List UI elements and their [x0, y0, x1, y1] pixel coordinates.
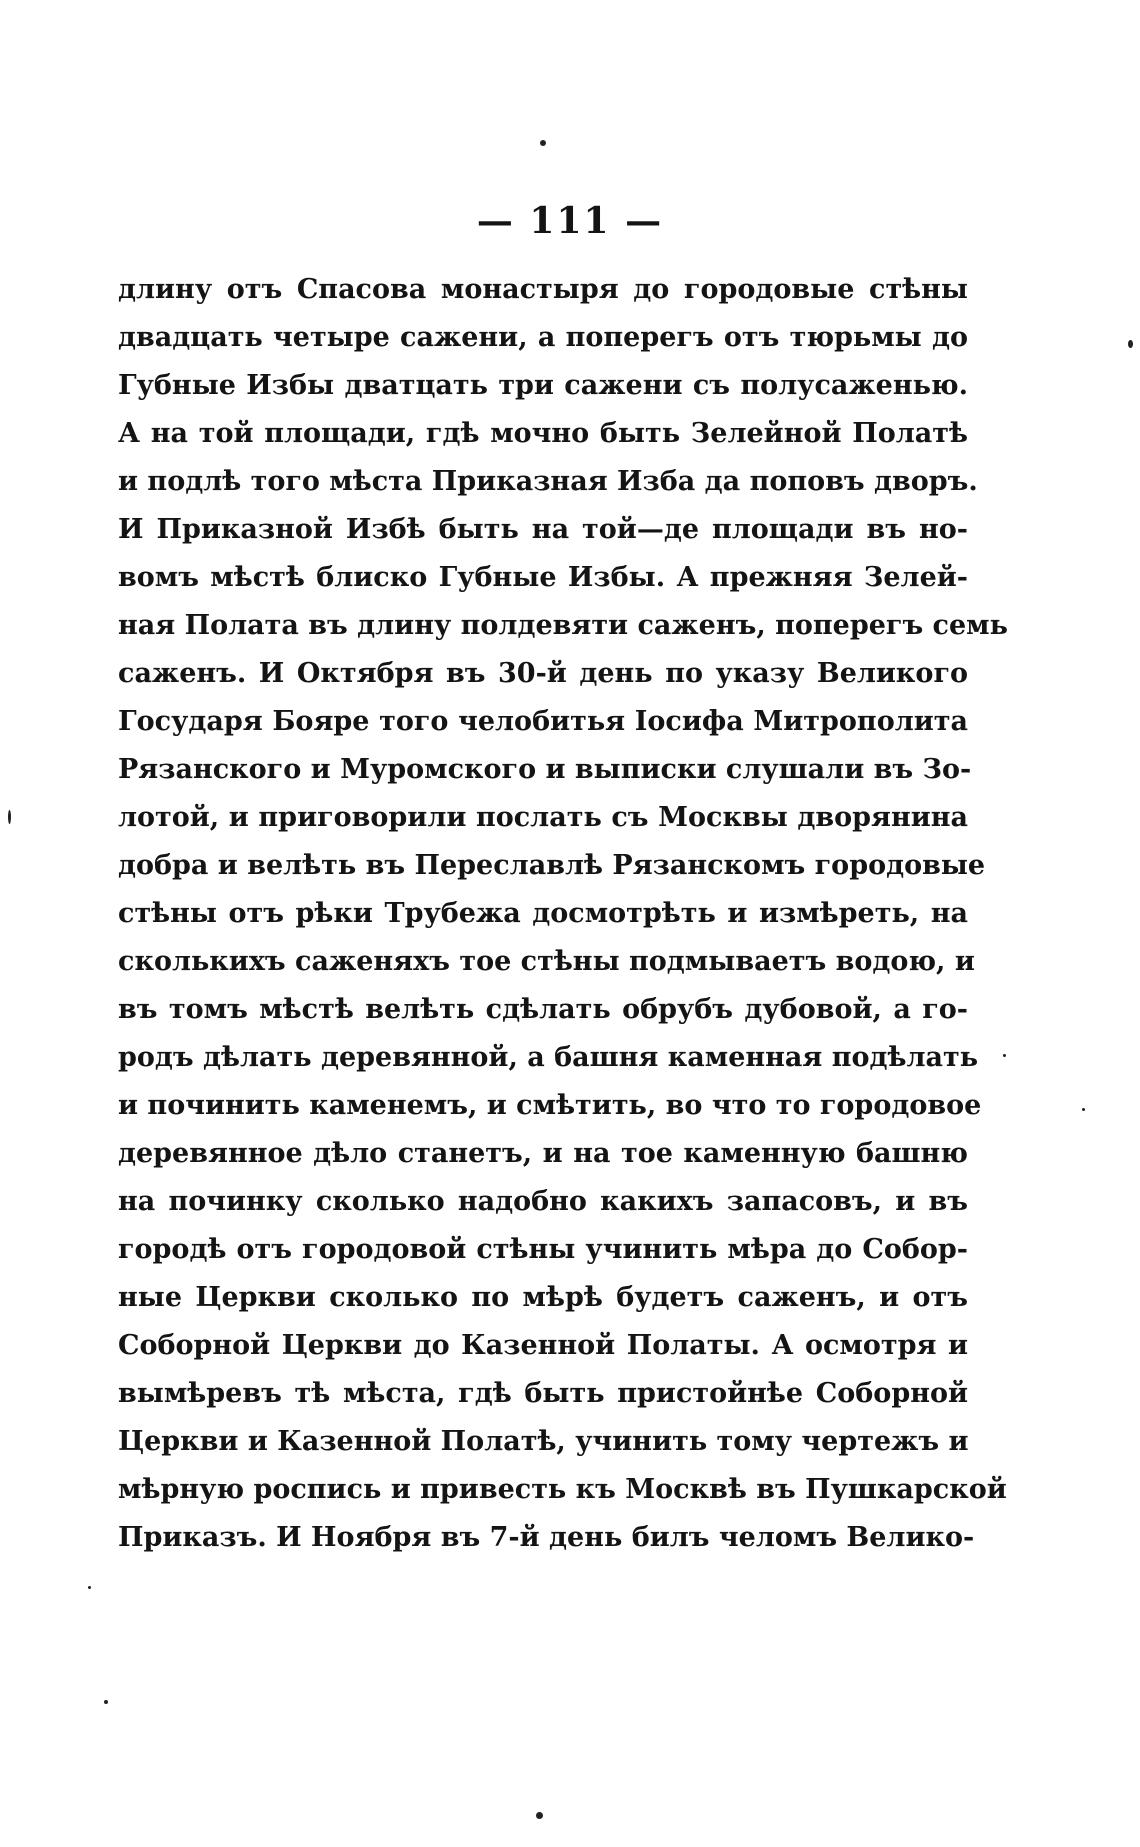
text-line: родъ дѣлать деревянной, а башня каменная подѣлать	[118, 1042, 979, 1073]
scan-speck	[1082, 1108, 1085, 1111]
text-line: длину отъ Спасова монастыря до городовые стѣны	[118, 274, 968, 305]
text-line: стѣны отъ рѣки Трубежа досмотрѣть и измѣреть, на	[118, 898, 968, 929]
text-line: Рязанского и Муромского и выписки слушали въ Зо-	[118, 754, 972, 785]
body-text	[118, 266, 1008, 1562]
scan-speck	[88, 1586, 91, 1589]
text-line: двадцать четыре сажени, а поперегъ отъ тюрьмы до	[118, 322, 968, 353]
scan-speck	[1003, 1054, 1006, 1057]
scan-speck	[104, 1700, 108, 1704]
text-line: Соборной Церкви до Казенной Полаты. А осмотря и	[118, 1330, 968, 1361]
text-line: ная Полата въ длину полдевяти саженъ, поперегъ семь	[118, 610, 1008, 641]
page-number: — 111 —	[476, 200, 664, 242]
text-line: Государя Бояре того челобитья Іосифа Митрополита	[118, 706, 968, 737]
text-line: вомъ мѣстѣ блиско Губные Избы. А прежняя Зелей-	[118, 562, 968, 593]
text-line: И Приказной Избѣ быть на той—де площади въ но-	[118, 514, 968, 545]
text-line: ные Церкви сколько по мѣрѣ будетъ саженъ, и отъ	[118, 1282, 968, 1313]
text-line: городѣ отъ городовой стѣны учинить мѣра до Собор-	[118, 1234, 968, 1265]
text-line: Церкви и Казенной Полатѣ, учинить тому чертежъ и	[118, 1426, 969, 1457]
text-line: Приказъ. И Ноября въ 7-й день билъ челомъ Велико-	[118, 1522, 975, 1553]
text-line: и подлѣ того мѣста Приказная Изба да поповъ дворъ.	[118, 466, 978, 497]
scan-speck	[536, 1812, 543, 1819]
text-line: вымѣревъ тѣ мѣста, гдѣ быть пристойнѣе Соборной	[118, 1378, 968, 1409]
text-line: мѣрную роспись и привесть къ Москвѣ въ Пушкарской	[118, 1474, 1007, 1505]
text-line: добра и велѣть въ Переславлѣ Рязанскомъ городовые	[118, 850, 986, 881]
text-line: сколькихъ саженяхъ тое стѣны подмываетъ водою, и	[118, 946, 975, 977]
text-line: саженъ. И Октября въ 30-й день по указу Великого	[118, 658, 968, 689]
scan-speck	[540, 140, 546, 146]
text-line: на починку сколько надобно какихъ запасовъ, и въ	[118, 1186, 968, 1217]
scan-speck	[8, 810, 11, 824]
text-line: въ томъ мѣстѣ велѣть сдѣлать обрубъ дубовой, а го-	[118, 994, 968, 1025]
text-line: А на той площади, гдѣ мочно быть Зелейной Полатѣ	[118, 418, 968, 449]
scan-speck	[1128, 340, 1133, 348]
text-line: и починить каменемъ, и смѣтить, во что то городовое	[118, 1090, 982, 1121]
text-line: Губные Избы дватцать три сажени съ полусаженью.	[118, 370, 968, 401]
text-line: лотой, и приговорили послать съ Москвы дворянина	[118, 802, 968, 833]
text-line: деревянное дѣло станетъ, и на тое каменную башню	[118, 1138, 968, 1169]
